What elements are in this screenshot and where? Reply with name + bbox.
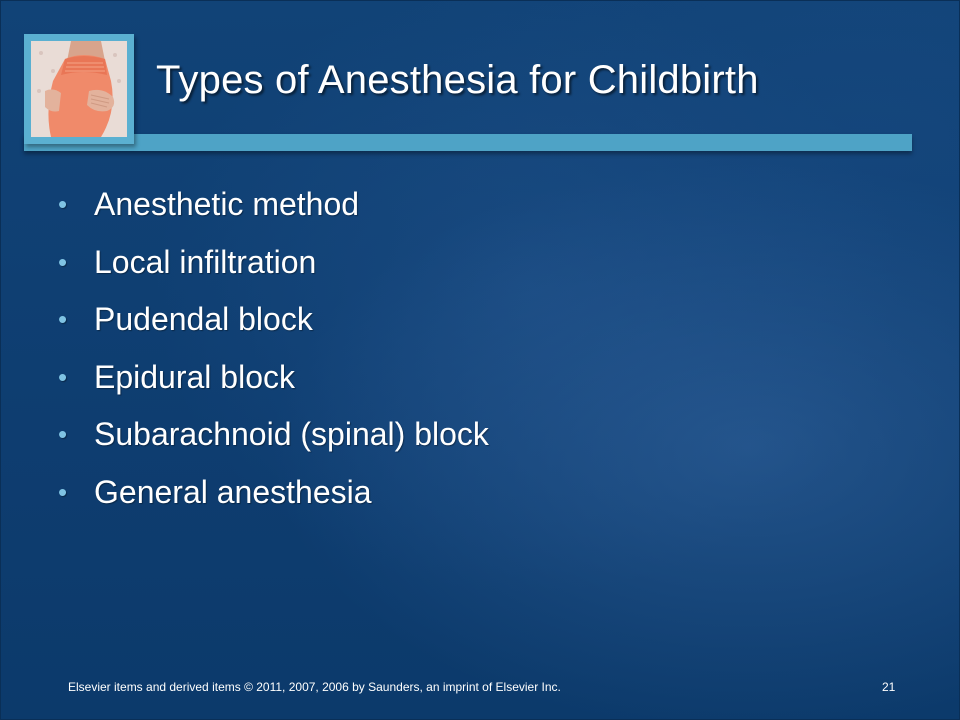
bullet-text: Subarachnoid (spinal) block: [94, 416, 489, 453]
bullet-dot-icon: •: [58, 189, 68, 220]
pregnant-woman-photo: [31, 41, 127, 137]
page-number: 21: [882, 680, 896, 694]
bullet-item: [58, 234, 489, 292]
bullet-text: Epidural block: [94, 358, 295, 395]
photo-frame: [24, 34, 134, 144]
bullet-dot-icon: •: [58, 304, 68, 335]
bullet-dot-icon: •: [58, 361, 68, 392]
copyright-footer: Elsevier items and derived items © 2011, 2007, 2006 by Saunders, an imprint of Elsevier Inc.: [68, 680, 561, 694]
bullet-item: [58, 291, 489, 349]
bullet-item: [58, 349, 489, 407]
bullet-text: Anesthetic method: [94, 186, 360, 223]
bullet-dot-icon: •: [58, 476, 68, 507]
bullet-dot-icon: •: [58, 246, 68, 277]
bullet-item: [58, 176, 489, 234]
slide-title: Types of Anesthesia for Childbirth: [156, 58, 759, 102]
bullet-list: [58, 176, 489, 521]
bullet-text: General anesthesia: [94, 473, 372, 510]
header-accent-bar: [24, 134, 912, 151]
bullet-text: Pudendal block: [94, 301, 313, 338]
bullet-item: [58, 464, 489, 522]
bullet-text: Local infiltration: [94, 243, 317, 280]
bullet-dot-icon: •: [58, 419, 68, 450]
bullet-item: [58, 406, 489, 464]
